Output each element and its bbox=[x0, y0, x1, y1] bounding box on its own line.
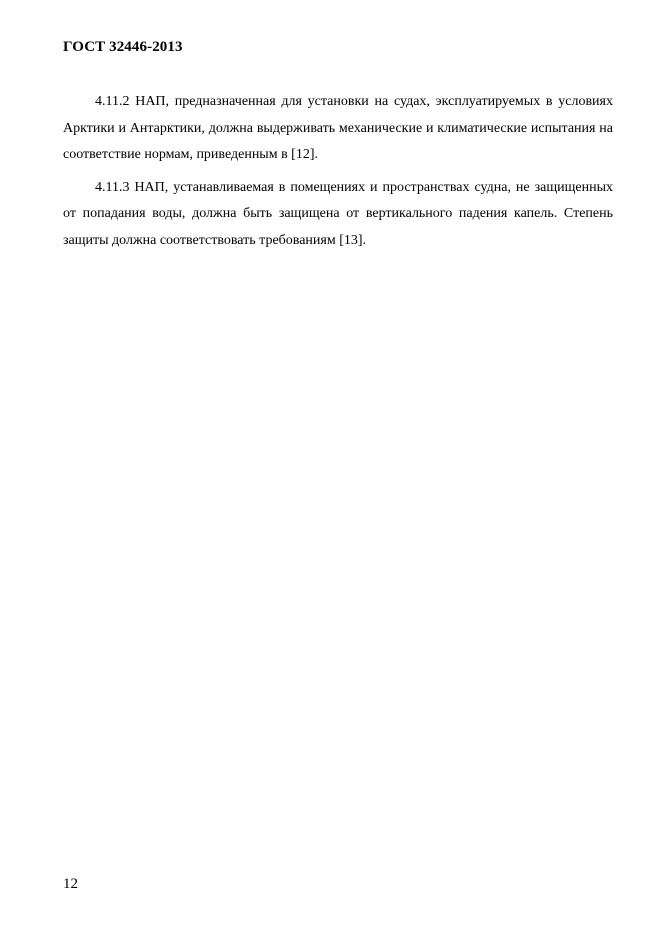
document-header-title: ГОСТ 32446-2013 bbox=[63, 39, 183, 55]
document-body bbox=[63, 89, 613, 260]
paragraph-4-11-2: 4.11.2 НАП, предназначенная для установки на судах, эксплуатируемых в условиях Арктики и Антарктики, должна выдерживать механические и климатические испытания на соответствие нормам, приведенным в [12]. bbox=[63, 94, 613, 162]
paragraph-4-11-3: 4.11.3 НАП, устанавливаемая в помещениях и пространствах судна, не защищенных от попадания воды, должна быть защищена от вертикального падения капель. Степень защиты должна соответствовать требованиям [13]. bbox=[63, 179, 613, 248]
page-number: 12 bbox=[63, 876, 78, 892]
